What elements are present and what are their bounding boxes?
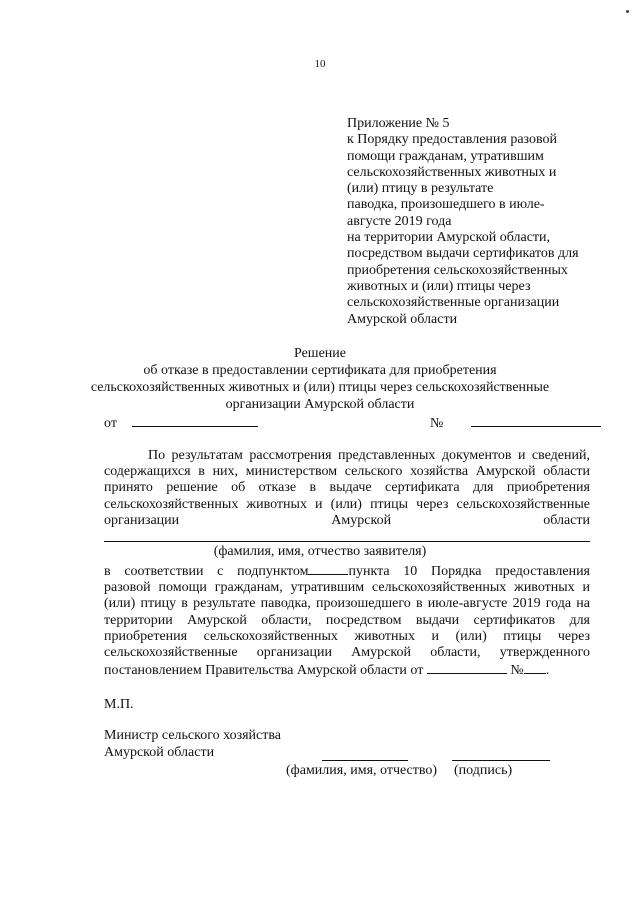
subpoint-blank-line [308,562,348,575]
appendix-line: Приложение № 5 [347,116,450,131]
signature-caption: (подпись) [454,763,513,778]
paragraph-decision [104,448,590,529]
signatory-region: Амурской области [104,745,215,760]
number-field [430,414,601,432]
title-heading: Решение [293,346,346,361]
resolution-text: постановлением Правительства Амурской области от [104,663,424,679]
page-number: 10 [314,58,326,70]
appendix-line: Амурской области [347,311,458,327]
paragraph-line: территории Амурской области, посредством выдачи сертификатов для [104,612,590,628]
signature-line [452,760,550,761]
appendix-line: посредством выдачи сертификатов для [347,246,579,262]
appendix-line: паводка, произошедшего в июле- [347,197,545,213]
paragraph-line: По результатам рассмотрения представленных документов и сведений, [148,448,590,463]
appendix-line: животных и (или) птицы через [347,278,531,294]
signatory-block [104,727,281,761]
signatory-position: Министр сельского хозяйства [104,728,281,743]
title-line: об отказе в предоставлении сертификата для приобретения [143,363,497,378]
appendix-line: сельскохозяйственных животных и [347,164,557,180]
appendix-line: помощи гражданам, утратившим [347,148,544,164]
stamp-label: М.П. [104,697,134,712]
paragraph-line: сельскохозяйственных животных и (или) птицы через сельскохозяйственные [104,496,590,512]
basis-text-a: в соответствии с подпунктом [104,564,309,579]
applicant-name-line [104,541,590,542]
applicant-caption: (фамилия, имя, отчество заявителя) [213,544,427,559]
date-blank-line [132,414,258,427]
number-label: № [430,416,444,431]
paragraph-line: разовой помощи гражданам, утратившим сельскохозяйственных животных и [104,580,590,596]
paragraph-basis [104,562,590,679]
paragraph-line [104,661,590,679]
appendix-line: на территории Амурской области, [347,230,551,246]
title-line: организации Амурской области [225,397,415,412]
resolution-end: . [545,663,550,679]
resolution-date-blank-line [427,661,507,674]
resolution-number-label: № [510,663,524,679]
date-label: от [104,416,117,431]
scan-dot [626,10,629,13]
paragraph-line: организации Амурской области [104,512,590,528]
date-field [104,414,258,432]
appendix-block [347,116,587,328]
title-line: сельскохозяйственных животных и (или) птицы через сельскохозяйственные [90,380,550,395]
paragraph-line: (или) птицу в результате паводка, произошедшего в июле-августе 2019 года на [104,596,590,612]
appendix-line: приобретения сельскохозяйственных [347,262,568,278]
appendix-line: к Порядку предоставления разовой [347,132,558,148]
signatory-name-caption: (фамилия, имя, отчество) [286,763,438,778]
paragraph-line: содержащихся в них, министерством сельского хозяйства Амурской области [104,464,590,480]
paragraph-line: сельскохозяйственные организации Амурской области, утвержденного [104,645,590,661]
paragraph-line: принято решение об отказе в выдаче сертификата для приобретения [104,480,590,496]
signatory-name-line [322,760,408,761]
number-blank-line [471,414,601,427]
document-title [0,345,640,413]
paragraph-line: приобретения сельскохозяйственных животных и (или) птицы через [104,628,590,644]
appendix-line: (или) птицу в результате [347,181,494,197]
paragraph-line [104,562,590,580]
appendix-line: августе 2019 года [347,213,452,229]
resolution-number-blank-line [524,661,546,674]
basis-text-b: пункта 10 Порядка предоставления [348,564,590,579]
appendix-line: сельскохозяйственные организации [347,295,560,311]
